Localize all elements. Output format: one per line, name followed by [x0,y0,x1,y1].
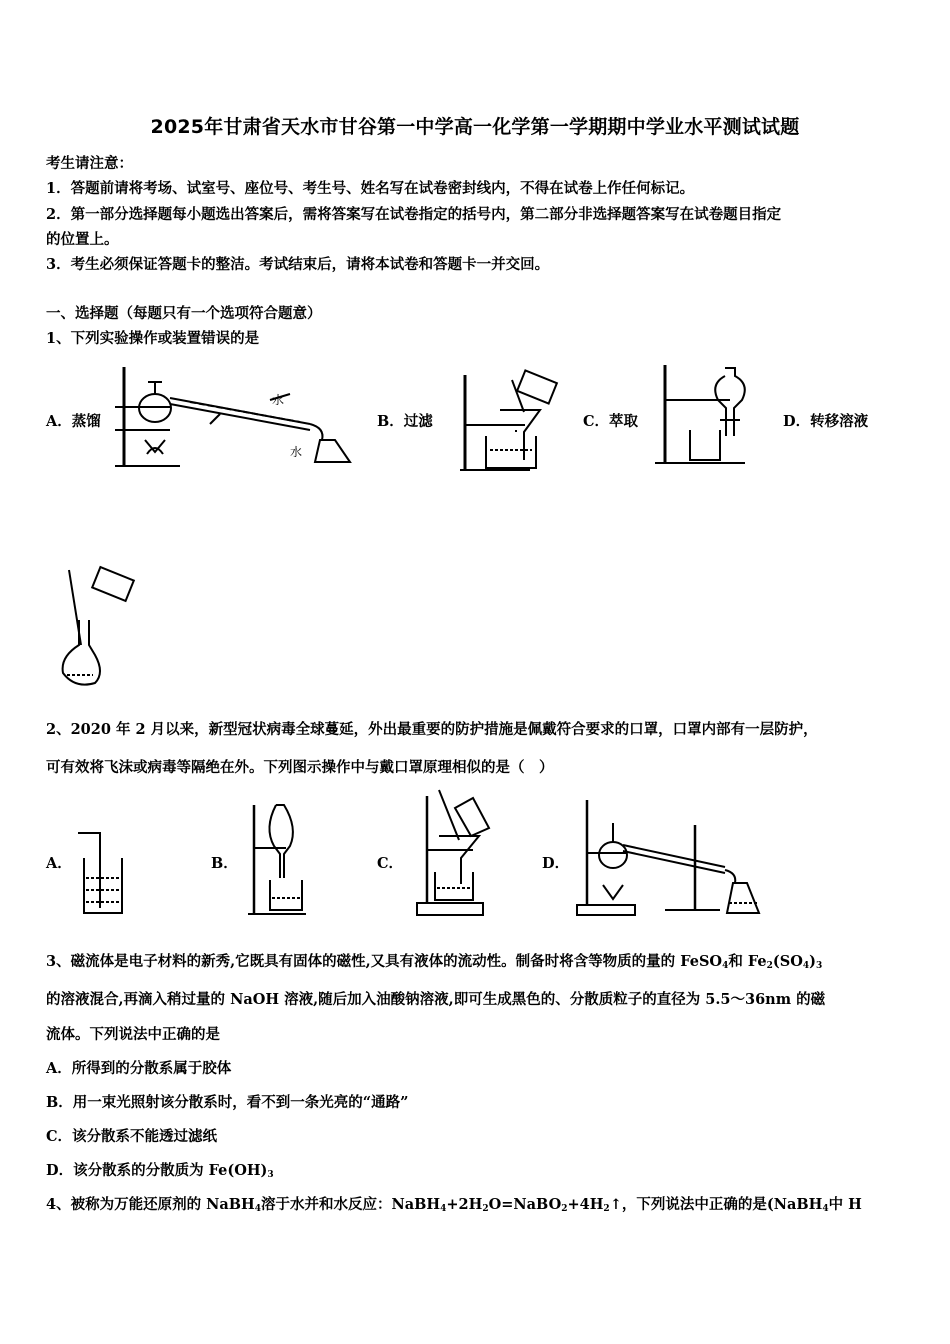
filtration-apparatus-figure [450,370,570,475]
q3-sub-2: 2 [766,961,773,971]
q3-option-a[interactable]: A．所得到的分散系属于胶体 [46,1060,232,1077]
question-2-line-1: 2、2020 年 2 月以来，新型冠状病毒全球蔓延，外出最重要的防护措施是佩戴符合要求的口罩，口罩内部有一层防护， [46,721,818,738]
q3-sub-4: 4 [722,961,729,971]
section-heading: 一、选择题（每题只有一个选项符合题意） [46,305,322,322]
notice-heading: 考生请注意： [46,155,133,172]
water-inlet-label: 水 [272,393,285,407]
q2-option-b[interactable]: B． [211,855,238,872]
notice-item-3: 3．考生必须保证答题卡的整洁。考试结束后，请将本试卷和答题卡一并交回。 [46,256,550,273]
q1-option-c[interactable]: C．萃取 [583,413,639,430]
q3-text-2: 和 Fe [728,953,767,970]
q3-option-c[interactable]: C．该分散系不能透过滤纸 [46,1128,218,1145]
gas-washing-figure [78,828,128,918]
question-4-line-1 [46,1193,862,1214]
question-3-line-3: 流体。下列说法中正确的是 [46,1026,220,1043]
q3-text-4: ) [809,953,816,970]
q4-text-6: ↑，下列说法中正确的是(NaBH [609,1196,823,1213]
q4-text-1: 4、被称为万能还原剂的 NaBH [46,1196,255,1213]
question-3-line-2: 的溶液混合,再滴入稍过量的 NaOH 溶液,随后加入油酸钠溶液,即可生成黑色的、分散质粒子的直径为 5.5～36nm 的磁 [46,991,826,1008]
q3-sub-3: 3 [815,961,823,971]
question-3-line-1 [46,950,822,971]
water-outlet-label: 水 [290,445,303,459]
distillation-apparatus-figure [110,362,360,472]
q4-text-5: +4H [567,1196,604,1213]
notice-item-2-cont: 的位置上。 [46,231,119,248]
q4-sub-c: 2 [482,1204,489,1214]
q4-sub-a: 4 [254,1204,262,1214]
q3-option-b[interactable]: B．用一束光照射该分散系时，看不到一条光亮的“通路” [46,1094,409,1111]
q1-option-d[interactable]: D．转移溶液 [783,413,869,430]
q3-text-1: 3、磁流体是电子材料的新秀,它既具有固体的磁性,又具有液体的流动性。制备时将含等物质的量的 FeSO [46,953,723,970]
filtration-pouring-figure [415,788,505,918]
question-1-stem: 1、下列实验操作或装置错误的是 [46,330,260,347]
page-title: 2025年甘肃省天水市甘谷第一中学高一化学第一学期期中学业水平测试试题 [150,116,800,138]
q4-text-4: O=NaBO [488,1196,562,1213]
q4-sub-b: 4 [440,1204,447,1214]
q3-option-d[interactable] [46,1159,274,1180]
q3-option-d-text: D．该分散系的分散质为 Fe(OH) [46,1162,268,1179]
distillation-figure-q2 [575,795,765,920]
question-2-line-2: 可有效将飞沫或病毒等隔绝在外。下列图示操作中与戴口罩原理相似的是（ ） [46,759,554,776]
q2-option-a[interactable]: A． [46,855,72,872]
q1-option-b[interactable]: B．过滤 [377,413,433,430]
q3-text-3: (SO [772,953,803,970]
q1-option-a[interactable]: A．蒸馏 [46,413,101,430]
q3-sub-4b: 4 [802,961,810,971]
q4-sub-d: 2 [561,1204,568,1214]
notice-item-1: 1．答题前请将考场、试室号、座位号、考生号、姓名写在试卷密封线内，不得在试卷上作任何标记。 [46,180,695,197]
q4-text-3: +2H [446,1196,483,1213]
q2-option-d[interactable]: D． [542,855,570,872]
q3-option-d-sub: 3 [267,1170,274,1180]
q2-option-c[interactable]: C． [377,855,404,872]
q4-text-2: 溶于水并和水反应：NaBH [261,1196,441,1213]
separatory-funnel-figure [246,800,316,918]
q4-sub-f: 4 [822,1204,829,1214]
solution-transfer-figure [55,565,155,690]
q4-text-7: 中 H [828,1196,862,1213]
q4-sub-e: 2 [603,1204,610,1214]
notice-item-2: 2．第一部分选择题每小题选出答案后，需将答案写在试卷指定的括号内，第二部分非选择题答案写在试卷题目指定 [46,206,782,223]
extraction-apparatus-figure [650,360,770,470]
